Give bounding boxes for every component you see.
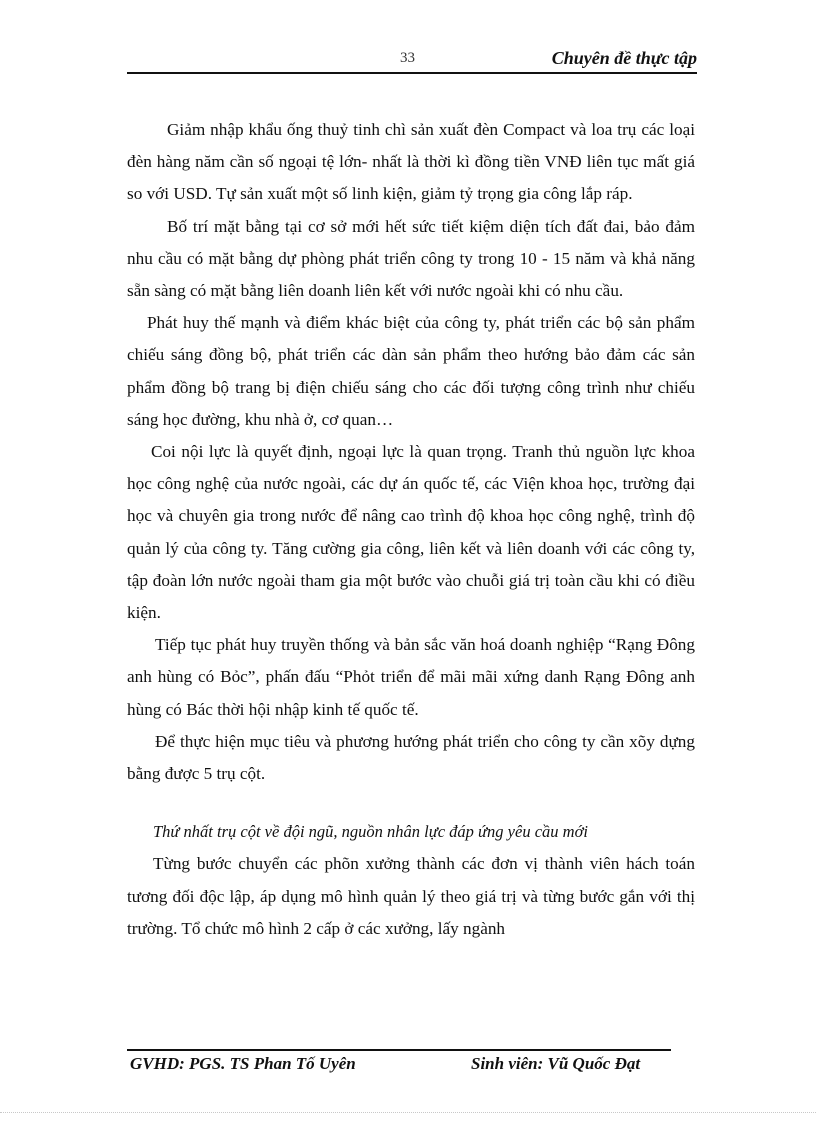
paragraph: Tiếp tục phát huy truyền thống và bản sắc văn hoá doanh nghiệp “Rạng Đông anh hùng có Bỏc”, phấn đấu “Phỏt triển để mãi mãi xứng danh Rạng Đông anh hùng có Bác thời hội nhập kinh tế quốc tế.	[127, 635, 695, 719]
page-header	[127, 46, 697, 74]
header-rule	[127, 72, 697, 74]
paragraph: Để thực hiện mục tiêu và phương hướng phát triển cho công ty cần xõy dựng bằng được 5 trụ cột.	[127, 731, 695, 784]
footer-rule	[127, 1049, 671, 1051]
paragraph: Phát huy thế mạnh và điểm khác biệt của công ty, phát triển các bộ sản phẩm chiếu sáng đồng bộ, phát triển các dàn sản phẩm theo hướng bảo đảm các sản phẩm đồng bộ trang bị điện chiếu sáng cho các đối tượng công trình như chiếu sáng học đường, khu nhà ở, cơ quan…	[127, 313, 695, 429]
footer-supervisor: GVHD: PGS. TS Phan Tố Uyên	[130, 1054, 356, 1073]
paragraph: Coi nội lực là quyết định, ngoại lực là quan trọng. Tranh thủ nguồn lực khoa học công nghệ của nước ngoài, các dự án quốc tế, các Viện khoa học, trường đại học và chuyên gia trong nước để nâng cao trình độ khoa học công nghệ, trình độ quản lý của công ty. Tăng cường gia công, liên kết và liên doanh với các công ty, tập đoàn lớn nước ngoài tham gia một bước vào chuỗi giá trị toàn cầu khi có điều kiện.	[127, 442, 695, 623]
paragraph: Giảm nhập khẩu ống thuỷ tinh chì sản xuất đèn Compact và loa trụ các loại đèn hàng năm cần số ngoại tệ lớn- nhất là thời kì đồng tiền VNĐ liên tục mất giá so với USD. Tự sản xuất một số linh kiện, giảm tỷ trọng gia công lắp ráp.	[127, 120, 695, 204]
section-heading: Thứ nhất trụ cột về đội ngũ, nguồn nhân lực đáp ứng yêu cầu mới	[153, 822, 588, 842]
page-number: 33	[400, 50, 415, 66]
paragraph: Bố trí mặt bằng tại cơ sở mới hết sức tiết kiệm diện tích đất đai, bảo đảm nhu cầu có mặt bằng dự phòng phát triển công ty trong 10 - 15 năm và khả năng sẵn sàng có mặt bằng liên doanh liên kết với nước ngoài khi có nhu cầu.	[127, 216, 695, 301]
paragraph: Từng bước chuyển các phõn xưởng thành các đơn vị thành viên hách toán tương đối độc lập, áp dụng mô hình quản lý theo giá trị và từng bước gắn với thị trường. Tổ chức mô hình 2 cấp ở các xưởng, lấy ngành	[127, 854, 695, 938]
page-bottom-border	[0, 1112, 816, 1113]
footer-student: Sinh viên: Vũ Quốc Đạt	[471, 1054, 641, 1073]
running-title: Chuyên đề thực tập	[551, 48, 697, 68]
body-text	[127, 114, 695, 945]
